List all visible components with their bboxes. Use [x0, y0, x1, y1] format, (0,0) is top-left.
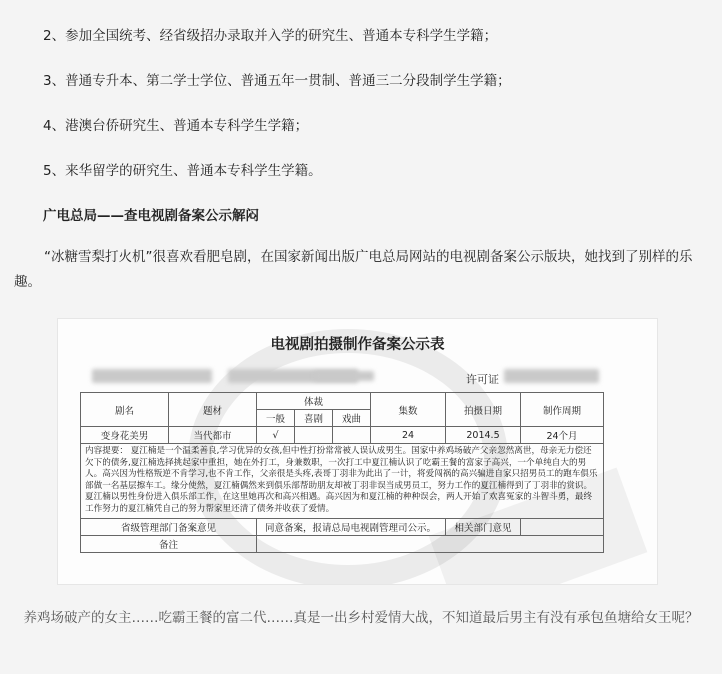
- redacted-text: [92, 369, 212, 383]
- cell-general: √: [257, 427, 295, 444]
- header-episodes: 集数: [371, 393, 446, 427]
- list-item-5: 5、来华留学的研究生、普通本专科学生学籍。: [43, 163, 322, 179]
- summary-cell: 内容提要： 夏江楠是一个温柔善良,学习优异的女孩,但中性打扮常常被人误认成男生。国家中养鸡场破产父亲忽然离世，母亲无力偿还欠下的债务,夏江楠选择挑起家中重担，她在外打工，身兼数职，一次打工中夏江楠认识了吃霸王餐的富家子高兴，一个单纯自大的男人。高兴因为性格叛逆不肯学习,也不肯工作，父亲很是头疼,表哥丁羽非为此出了一计，将爱闯祸的高兴骗进自家只招男员工的跑车俱乐部做一名基层擦车工。缘分使然，夏江楠偶然来到俱乐部帮助朋友却被丁羽非误当成男员工，努力工作的夏江楠得到了丁羽非的赏识。夏江楠以男性身份进入俱乐部工作，在这里她再次和高兴相遇。高兴因为和夏江楠的种种误会，两人开始了欢喜冤家的斗智斗勇，最终工作努力的夏江楠凭自己的努力帮家里还清了债务并收获了爱情。: [81, 444, 604, 519]
- header-general: 一般: [257, 410, 295, 427]
- remark-label: 备注: [81, 535, 257, 552]
- opinion-label: 省级管理部门备案意见: [81, 518, 257, 535]
- section-heading: 广电总局——查电视剧备案公示解闷: [43, 208, 259, 224]
- cell-comedy: [295, 427, 333, 444]
- cell-name: 变身花美男: [81, 427, 169, 444]
- header-subject: 体裁: [257, 393, 371, 410]
- list-item-4: 4、港澳台侨研究生、普通本专科学生学籍；: [43, 118, 309, 134]
- table-row: [81, 427, 604, 444]
- redacted-text: [314, 371, 374, 381]
- cell-opera: [333, 427, 371, 444]
- list-item-3: 3、普通专升本、第二学士学位、普通五年一贯制、普通三二分段制学生学籍；: [43, 73, 511, 89]
- filing-table-image: [57, 318, 658, 585]
- header-genre: 题材: [169, 393, 257, 427]
- header-comedy: 喜剧: [295, 410, 333, 427]
- image-caption: 养鸡场破产的女主……吃霸王餐的富二代……真是一出乡村爱情大战，不知道最后男主有没有承包鱼塘给女王呢？: [23, 610, 699, 626]
- opinion-text: 同意备案，报请总局电视剧管理司公示。: [257, 518, 446, 535]
- cell-date: 2014.5: [446, 427, 521, 444]
- header-opera: 戏曲: [333, 410, 371, 427]
- redacted-text: [504, 369, 599, 383]
- dept-label: 相关部门意见: [446, 518, 521, 535]
- figure-title: 电视剧拍摄制作备案公示表: [270, 337, 445, 353]
- cell-cycle: 24个月: [521, 427, 604, 444]
- license-label: 许可证: [466, 373, 499, 386]
- header-cycle: 制作周期: [521, 393, 604, 427]
- cell-genre: 当代都市: [169, 427, 257, 444]
- body-paragraph: “冰糖雪梨打火机”很喜欢看肥皂剧，在国家新闻出版广电总局网站的电视剧备案公示版块，她找到了别样的乐趣。: [14, 249, 693, 290]
- header-date: 拍摄日期: [446, 393, 521, 427]
- header-name: 剧名: [81, 393, 169, 427]
- filing-table: [80, 392, 604, 553]
- cell-episodes: 24: [371, 427, 446, 444]
- dept-value: [521, 518, 604, 535]
- list-item-2: 2、参加全国统考、经省级招办录取并入学的研究生、普通本专科学生学籍；: [43, 28, 498, 44]
- remark-value: [257, 535, 604, 552]
